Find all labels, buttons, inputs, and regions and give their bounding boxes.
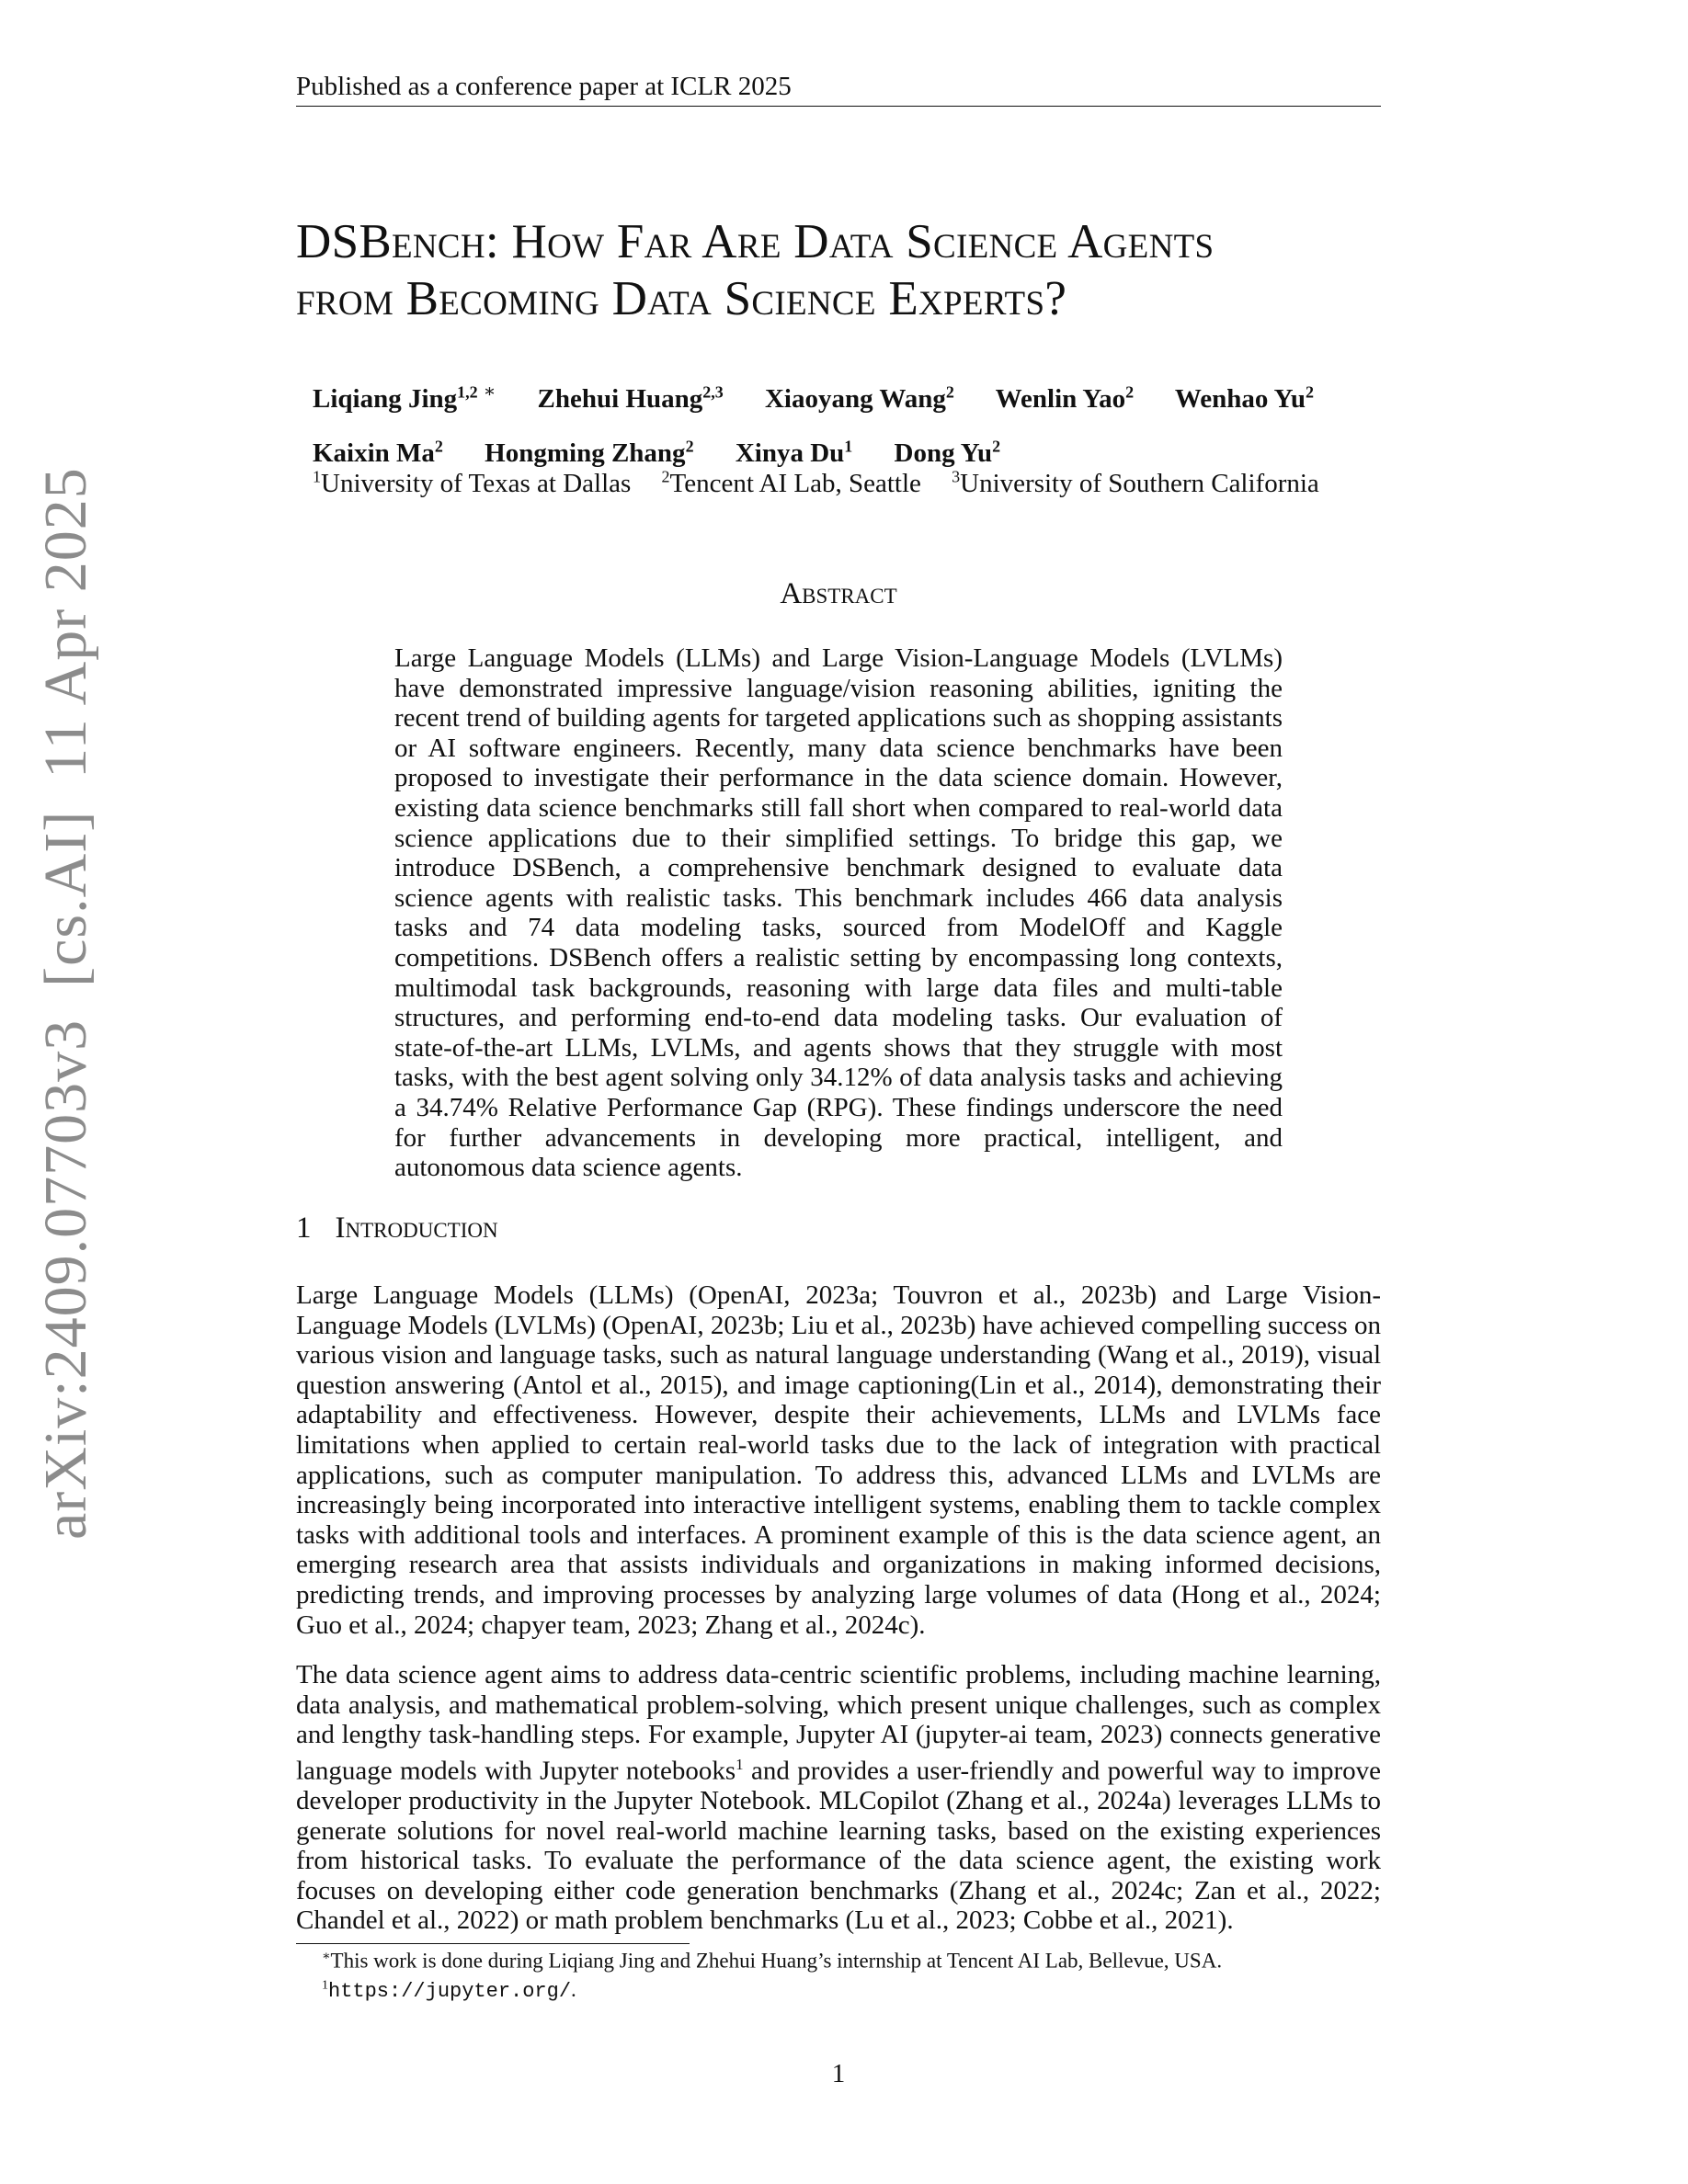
- author-row-1: [313, 368, 1397, 423]
- footnote-rule: [296, 1943, 690, 1944]
- affiliations: [313, 467, 1343, 499]
- page-number: 1: [831, 2059, 846, 2088]
- author: Xinya Du$^1$: [735, 437, 853, 469]
- running-header: Published as a conference paper at ICLR 2025: [296, 72, 792, 101]
- author: Zhehui Huang$^{2,3}$: [537, 382, 724, 414]
- footnote: $^1$https://jupyter.org/.: [322, 1978, 576, 2003]
- author: Dong Yu$^2$: [894, 437, 1001, 469]
- footnote-mark: 1: [736, 1755, 744, 1773]
- abstract-heading: Abstract: [780, 577, 897, 610]
- affiliation: $^2$Tencent AI Lab, Seattle: [661, 467, 921, 498]
- abstract-body: Large Language Models (LLMs) and Large Vision-Language Models (LVLMs) have demonstrated impressive language/vision reasoning abilities, igniting the recent trend of building agents for targeted applications such as shopping assistants or AI software engineers. Recently, many data science benchmarks have been proposed to investigate their performance in the data science domain. However, existing data science benchmarks still fall short when compared to real-world data science applications due to their simplified settings. To bridge this gap, we introduce DSBench, a comprehensive benchmark designed to evaluate data science agents with realistic tasks. This benchmark includes 466 data analysis tasks and 74 data modeling tasks, sourced from ModelOff and Kaggle competitions. DSBench offers a realistic setting by encompassing long contexts, multimodal task backgrounds, reasoning with large data files and multi-table structures, and performing end-to-end data modeling tasks. Our evaluation of state-of-the-art LLMs, LVLMs, and agents shows that they struggle with most tasks, with the best agent solving only 34.12% of data analysis tasks and achieving a 34.74% Relative Performance Gap (RPG). These findings underscore the need for further advancements in developing more practical, intelligent, and autonomous data science agents.: [394, 643, 1283, 1183]
- paper-title: [296, 213, 1381, 327]
- section-title: Introduction: [335, 1211, 498, 1245]
- footnote-link[interactable]: https://jupyter.org/: [328, 1980, 572, 2003]
- intro-paragraph-2: The data science agent aims to address data-centric scientific problems, including machine learning, data analysis, and mathematical problem-solving, which present unique challenges, such as complex and lengthy task-handling steps. For example, Jupyter AI (jupyter-ai team, 2023) connects generative language models with Jupyter notebooks$^1$ and provides a user-friendly and powerful way to improve developer productivity in the Jupyter Notebook. MLCopilot (Zhang et al., 2024a) leverages LLMs to generate solutions for novel real-world machine learning tasks, based on the existing experiences from historical tasks. To evaluate the performance of the data science agent, the existing work focuses on developing either code generation benchmarks (Zhang et al., 2024c; Zan et al., 2022; Chandel et al., 2022) or math problem benchmarks (Lu et al., 2023; Cobbe et al., 2021).: [296, 1660, 1381, 1936]
- author: Xiaoyang Wang$^2$: [764, 382, 954, 414]
- title-line-2: from Becoming Data Science Experts?: [296, 272, 1067, 325]
- arxiv-stamp: arXiv:2409.07703v3 [cs.AI] 11 Apr 2025: [32, 467, 99, 1540]
- author: Kaixin Ma$^2$: [313, 437, 443, 469]
- author: Wenhao Yu$^2$: [1174, 382, 1315, 414]
- author: Wenlin Yao$^2$: [995, 382, 1135, 414]
- author-list: [313, 368, 1397, 477]
- affiliation: $^1$University of Texas at Dallas: [313, 467, 632, 498]
- header-rule: [296, 106, 1381, 107]
- title-line-1: DSBench: How Far Are Data Science Agents: [296, 215, 1215, 268]
- author: Hongming Zhang$^2$: [485, 437, 694, 469]
- affiliation: $^3$University of Southern California: [952, 467, 1319, 498]
- author: Liqiang Jing$^{1,2}$ ∗: [313, 381, 496, 414]
- footnote: ∗This work is done during Liqiang Jing and Zhehui Huang’s internship at Tencent AI Lab, Bellevue, USA.: [322, 1949, 1223, 1973]
- intro-paragraph-1: Large Language Models (LLMs) (OpenAI, 2023a; Touvron et al., 2023b) and Large Vision-Language Models (LVLMs) (OpenAI, 2023b; Liu et al., 2023b) have achieved compelling success on various vision and language tasks, such as natural language understanding (Wang et al., 2019), visual question answering (Antol et al., 2015), and image captioning(Lin et al., 2014), demonstrating their adaptability and effectiveness. However, despite their achievements, LLMs and LVLMs face limitations when applied to certain real-world tasks due to the lack of integration with practical applications, such as computer manipulation. To address this, advanced LLMs and LVLMs are increasingly being incorporated into interactive intelligent systems, enabling them to tackle complex tasks with additional tools and interfaces. A prominent example of this is the data science agent, an emerging research area that assists individuals and organizations in making informed decisions, predicting trends, and improving processes by analyzing large volumes of data (Hong et al., 2024; Guo et al., 2024; chapyer team, 2023; Zhang et al., 2024c).: [296, 1280, 1381, 1640]
- section-number: 1: [296, 1211, 312, 1245]
- section-heading: [296, 1211, 498, 1246]
